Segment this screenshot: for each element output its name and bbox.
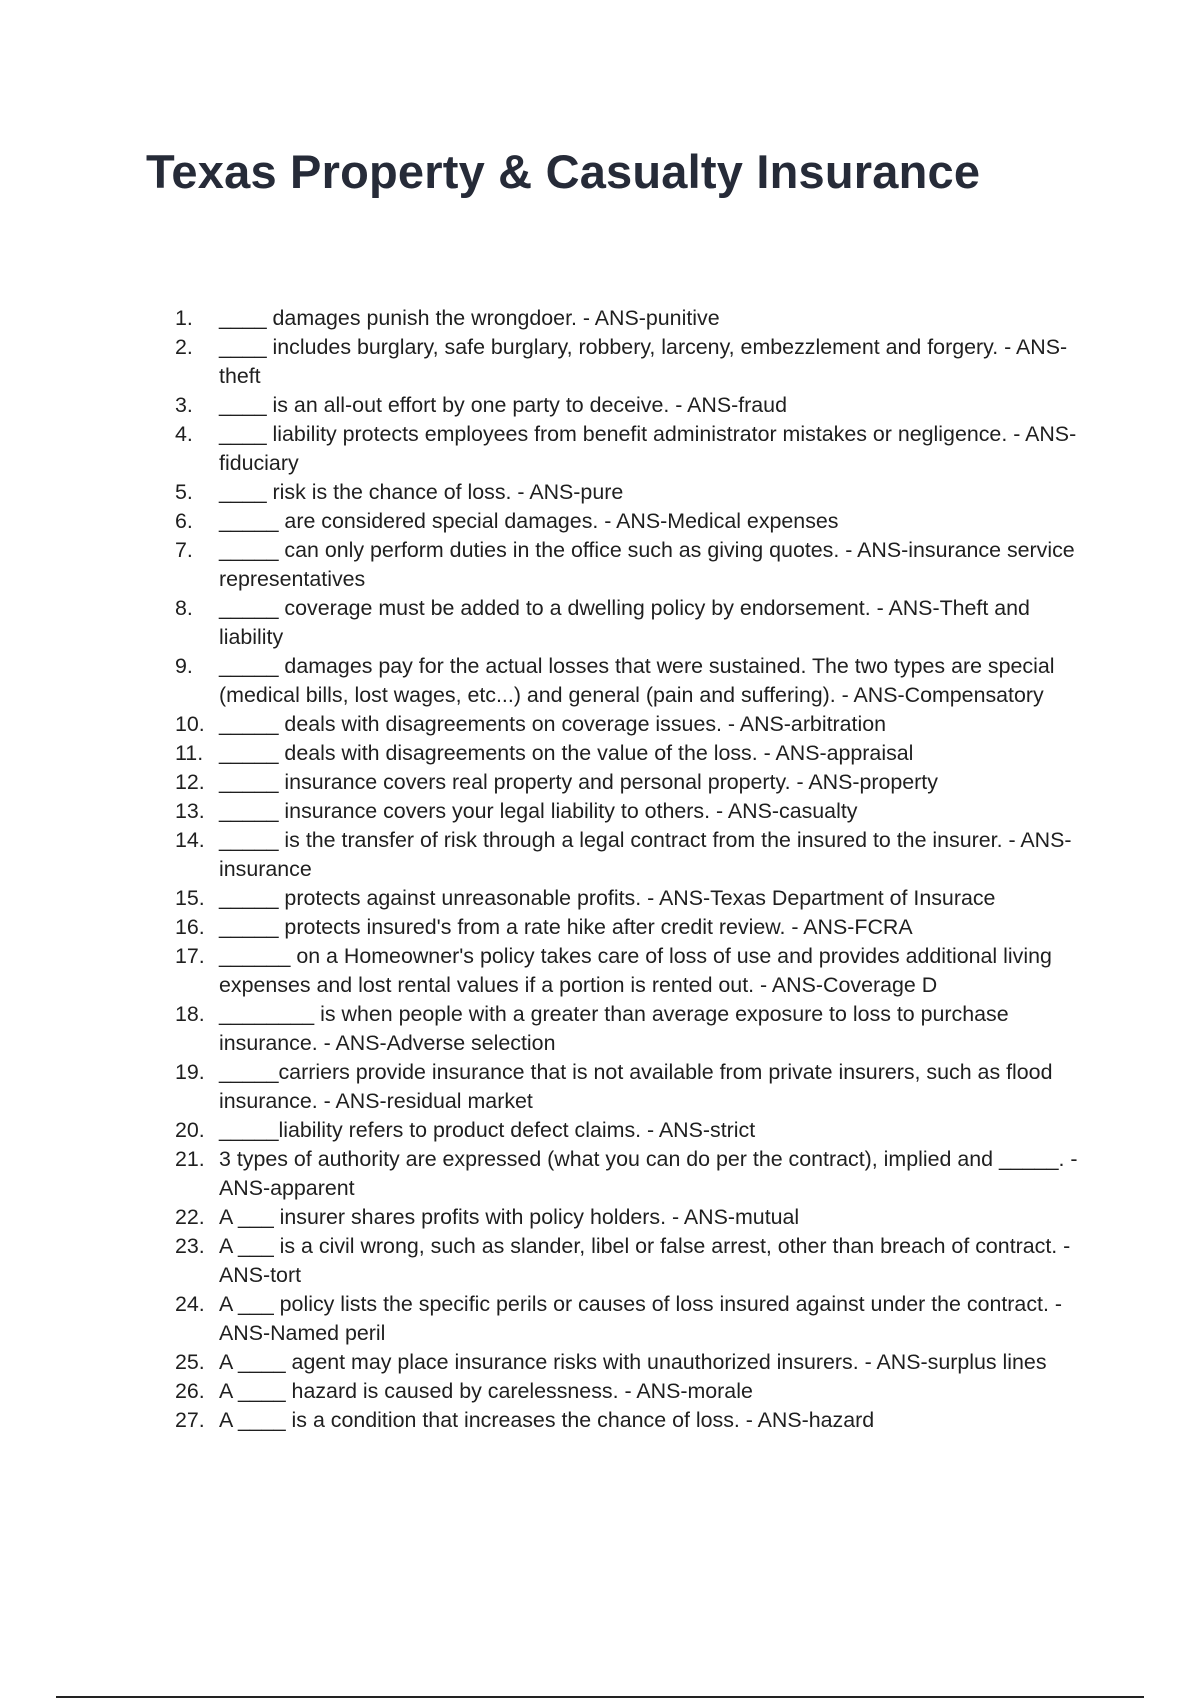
- list-item: [175, 913, 1095, 942]
- item-number: 10.: [175, 712, 205, 736]
- list-item: [175, 1406, 1095, 1435]
- item-number: 12.: [175, 770, 205, 794]
- list-item: [175, 768, 1095, 797]
- item-text: ____ includes burglary, safe burglary, robbery, larceny, embezzlement and forgery. - ANS-theft: [219, 335, 1068, 388]
- item-text: ____ damages punish the wrongdoer. - ANS-punitive: [219, 306, 720, 330]
- list-item: [175, 1116, 1095, 1145]
- item-number: 2.: [175, 335, 193, 359]
- item-text: A ___ policy lists the specific perils or causes of loss insured against under the contract. - ANS-Named peril: [219, 1292, 1062, 1345]
- item-number: 1.: [175, 306, 193, 330]
- list-item: [175, 1203, 1095, 1232]
- item-number: 26.: [175, 1379, 205, 1403]
- list-item: [175, 1290, 1095, 1348]
- list-item: [175, 1000, 1095, 1058]
- item-text: 3 types of authority are expressed (what you can do per the contract), implied and _____. - ANS-apparent: [219, 1147, 1078, 1200]
- item-text: _____ coverage must be added to a dwelling policy by endorsement. - ANS-Theft and liability: [219, 596, 1030, 649]
- item-number: 15.: [175, 886, 205, 910]
- list-item: [175, 507, 1095, 536]
- page-bottom-divider: [56, 1696, 1144, 1698]
- item-text: ______ on a Homeowner's policy takes care of loss of use and provides additional living expenses and lost rental values if a portion is rented out. - ANS-Coverage D: [219, 944, 1052, 997]
- item-text: A ____ is a condition that increases the chance of loss. - ANS-hazard: [219, 1408, 875, 1432]
- list-item: [175, 797, 1095, 826]
- list-item: [175, 420, 1095, 478]
- item-text: A ___ is a civil wrong, such as slander, libel or false arrest, other than breach of contract. - ANS-tort: [219, 1234, 1071, 1287]
- list-item: [175, 536, 1095, 594]
- item-number: 24.: [175, 1292, 205, 1316]
- item-text: _____ can only perform duties in the office such as giving quotes. - ANS-insurance service representatives: [219, 538, 1075, 591]
- list-item: [175, 1058, 1095, 1116]
- list-item: [175, 1232, 1095, 1290]
- list-item: [175, 391, 1095, 420]
- list-item: [175, 1348, 1095, 1377]
- list-item: [175, 739, 1095, 768]
- item-text: _____ are considered special damages. - ANS-Medical expenses: [219, 509, 839, 533]
- item-number: 23.: [175, 1234, 205, 1258]
- item-text: A ____ agent may place insurance risks with unauthorized insurers. - ANS-surplus lines: [219, 1350, 1047, 1374]
- item-number: 18.: [175, 1002, 205, 1026]
- list-item: [175, 826, 1095, 884]
- item-number: 4.: [175, 422, 193, 446]
- item-text: A ____ hazard is caused by carelessness. - ANS-morale: [219, 1379, 753, 1403]
- item-text: _____ insurance covers your legal liability to others. - ANS-casualty: [219, 799, 858, 823]
- item-text: _____liability refers to product defect claims. - ANS-strict: [219, 1118, 756, 1142]
- item-text: ____ risk is the chance of loss. - ANS-pure: [219, 480, 624, 504]
- page-title: Texas Property & Casualty Insurance: [146, 145, 981, 198]
- item-text: _____ deals with disagreements on the value of the loss. - ANS-appraisal: [219, 741, 914, 765]
- list-item: [175, 333, 1095, 391]
- list-item: [175, 884, 1095, 913]
- item-number: 9.: [175, 654, 193, 678]
- item-number: 27.: [175, 1408, 205, 1432]
- item-text: ____ is an all-out effort by one party to deceive. - ANS-fraud: [219, 393, 787, 417]
- item-text: _____ insurance covers real property and personal property. - ANS-property: [219, 770, 938, 794]
- item-text: A ___ insurer shares profits with policy holders. - ANS-mutual: [219, 1205, 800, 1229]
- item-number: 8.: [175, 596, 193, 620]
- item-number: 17.: [175, 944, 205, 968]
- item-number: 21.: [175, 1147, 205, 1171]
- item-number: 22.: [175, 1205, 205, 1229]
- list-item: [175, 652, 1095, 710]
- item-text: _____ damages pay for the actual losses that were sustained. The two types are special (medical bills, lost wages, etc...) and general (pain and suffering). - ANS-Compensatory: [219, 654, 1055, 707]
- question-list: [175, 304, 1095, 1435]
- item-number: 11.: [175, 741, 204, 765]
- item-number: 19.: [175, 1060, 205, 1084]
- list-item: [175, 1377, 1095, 1406]
- item-text: _____ protects insured's from a rate hike after credit review. - ANS-FCRA: [219, 915, 913, 939]
- item-text: _____ is the transfer of risk through a legal contract from the insured to the insurer. - ANS-insurance: [219, 828, 1072, 881]
- item-number: 13.: [175, 799, 205, 823]
- item-text: ____ liability protects employees from benefit administrator mistakes or negligence. - ANS-fiduciary: [219, 422, 1077, 475]
- list-item: [175, 710, 1095, 739]
- list-item: [175, 1145, 1095, 1203]
- item-number: 20.: [175, 1118, 205, 1142]
- item-number: 6.: [175, 509, 193, 533]
- item-number: 3.: [175, 393, 193, 417]
- item-text: ________ is when people with a greater than average exposure to loss to purchase insurance. - ANS-Adverse selection: [219, 1002, 1009, 1055]
- item-text: _____ deals with disagreements on coverage issues. - ANS-arbitration: [219, 712, 887, 736]
- list-item: [175, 478, 1095, 507]
- list-item: [175, 304, 1095, 333]
- item-number: 25.: [175, 1350, 205, 1374]
- list-item: [175, 594, 1095, 652]
- item-number: 14.: [175, 828, 205, 852]
- item-text: _____ protects against unreasonable profits. - ANS-Texas Department of Insurace: [219, 886, 996, 910]
- item-number: 7.: [175, 538, 193, 562]
- list-item: [175, 942, 1095, 1000]
- item-number: 16.: [175, 915, 205, 939]
- item-number: 5.: [175, 480, 193, 504]
- item-text: _____carriers provide insurance that is not available from private insurers, such as flood insurance. - ANS-residual market: [219, 1060, 1053, 1113]
